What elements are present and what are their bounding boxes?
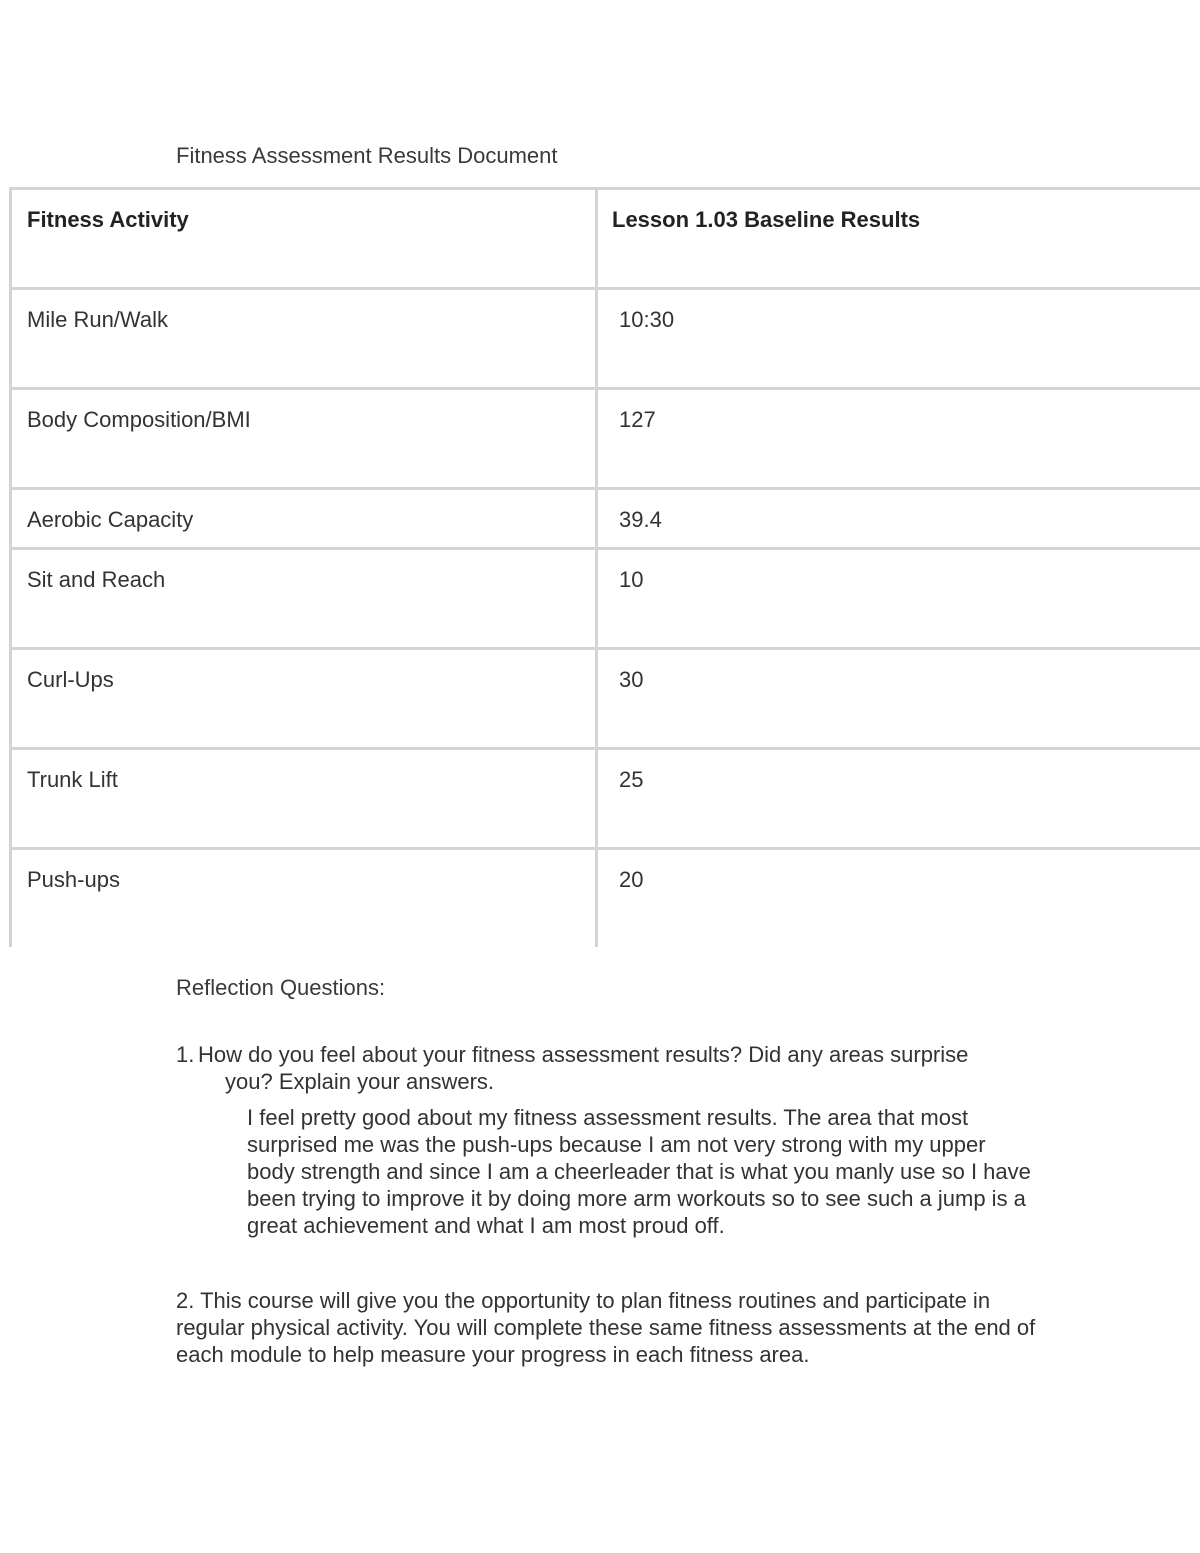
fitness-results-table <box>9 187 1200 947</box>
result-cell: 25 <box>597 749 1200 849</box>
table-row <box>11 649 1200 749</box>
activity-cell: Mile Run/Walk <box>11 289 597 389</box>
table-row <box>11 549 1200 649</box>
result-cell: 30 <box>597 649 1200 749</box>
question-1 <box>176 1041 1036 1095</box>
activity-cell: Aerobic Capacity <box>11 489 597 549</box>
question-1-line-1: How do you feel about your fitness assessment results? Did any areas surprise <box>198 1042 969 1067</box>
question-1-line-2: you? Explain your answers. <box>225 1069 495 1094</box>
table-header-row <box>11 189 1200 289</box>
activity-cell: Body Composition/BMI <box>11 389 597 489</box>
question-1-number: 1. <box>176 1042 195 1067</box>
result-cell: 127 <box>597 389 1200 489</box>
result-cell: 20 <box>597 849 1200 948</box>
document-title: Fitness Assessment Results Document <box>176 143 558 168</box>
activity-cell: Trunk Lift <box>11 749 597 849</box>
activity-cell: Push-ups <box>11 849 597 948</box>
table-row <box>11 289 1200 389</box>
header-baseline-results: Lesson 1.03 Baseline Results <box>597 189 1200 289</box>
table-row <box>11 489 1200 549</box>
reflection-heading: Reflection Questions: <box>176 975 386 1000</box>
result-cell: 39.4 <box>597 489 1200 549</box>
table-row <box>11 849 1200 948</box>
activity-cell: Sit and Reach <box>11 549 597 649</box>
activity-cell: Curl-Ups <box>11 649 597 749</box>
result-cell: 10:30 <box>597 289 1200 389</box>
table-row <box>11 389 1200 489</box>
header-fitness-activity: Fitness Activity <box>11 189 597 289</box>
answer-1: I feel pretty good about my fitness assessment results. The area that most surprised me was the push-ups because I am not very strong with my upper body strength and since I am a cheerleader that is what you manly use so I have been trying to improve it by doing more arm workouts so to see such a jump is a great achievement and what I am most proud off. <box>247 1105 1031 1238</box>
table-row <box>11 749 1200 849</box>
question-2: 2. This course will give you the opportunity to plan fitness routines and participate in regular physical activity. You will complete these same fitness assessments at the end of each module to help measure your progress in each fitness area. <box>176 1288 1036 1367</box>
result-cell: 10 <box>597 549 1200 649</box>
